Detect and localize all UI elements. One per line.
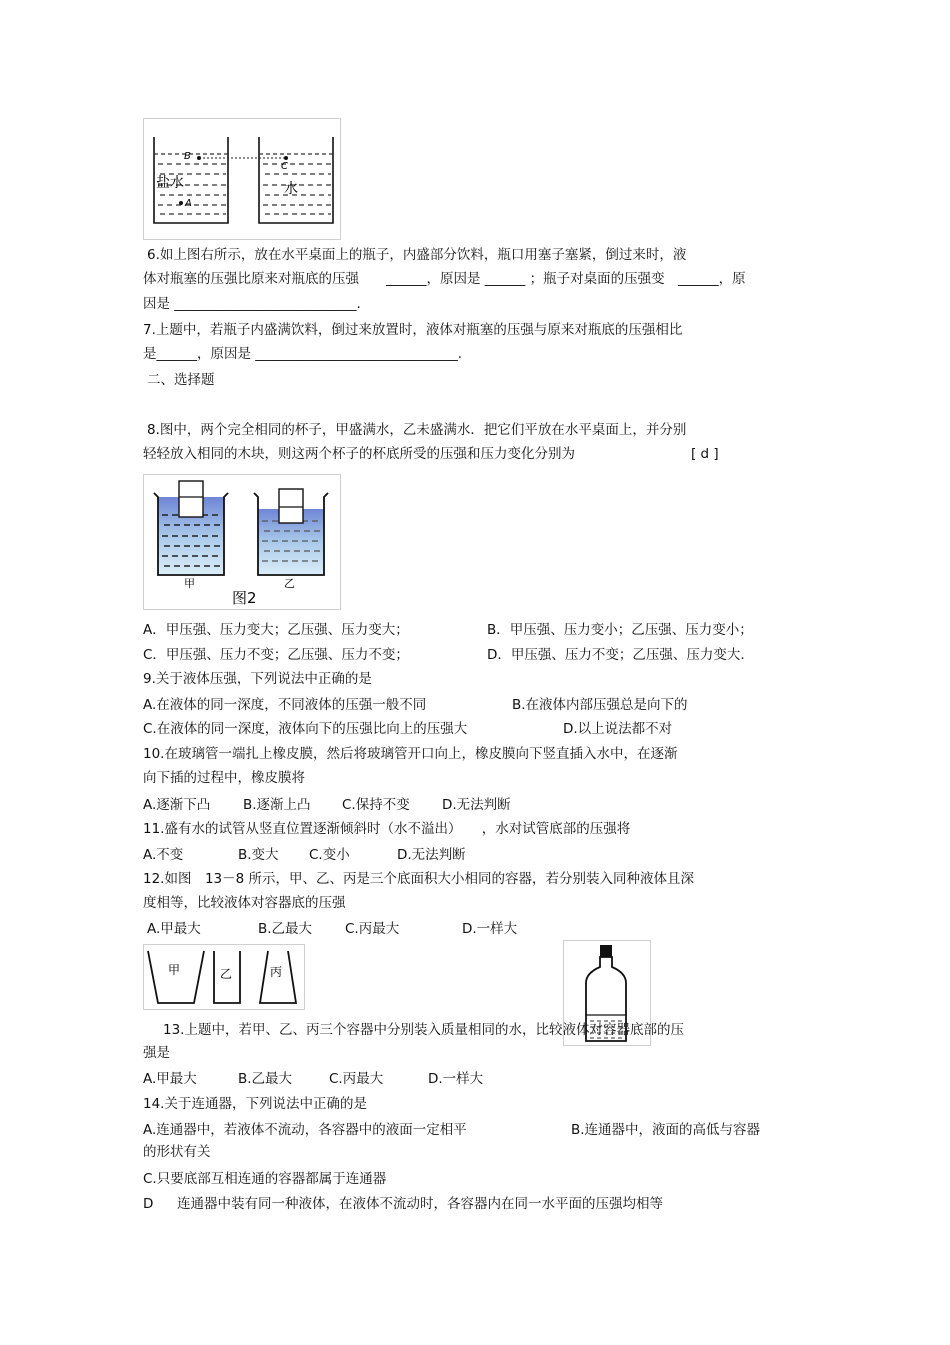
figure-salt-water-containers xyxy=(143,118,341,240)
q11-option-d: D.无法判断 xyxy=(397,847,466,863)
fig3-label-jia: 甲 xyxy=(168,963,181,977)
section-title: 二、选择题 xyxy=(147,372,215,388)
q9-option-a: A.在液体的同一深度，不同液体的压强一般不同 xyxy=(143,697,427,713)
q14-option-b-cont: 的形状有关 xyxy=(143,1144,211,1160)
fig2-label-yi: 乙 xyxy=(284,577,295,590)
q11-stem: 11.盛有水的试管从竖直位置逐渐倾斜时（水不溢出） ，水对试管底部的压强将 xyxy=(143,821,631,837)
fig2-label-jia: 甲 xyxy=(184,577,195,590)
q7-line2: 是______，原因是 ______________________________. xyxy=(143,346,463,362)
q14-stem: 14.关于连通器，下列说法中正确的是 xyxy=(143,1096,367,1112)
q12-line1: 12.如图 13－8 所示，甲、乙、丙是三个底面积大小相同的容器，若分别装入同种液体且深 xyxy=(143,871,695,887)
figure-two-cups xyxy=(143,474,341,610)
q14-option-d: 连通器中装有同一种液体，在液体不流动时，各容器内在同一水平面的压强均相等 xyxy=(177,1196,663,1212)
q8-line1: 8.图中，两个完全相同的杯子，甲盛满水，乙未盛满水．把它们平放在水平桌面上，并分别 xyxy=(147,422,687,438)
q10-option-a: A.逐渐下凸 xyxy=(143,797,211,813)
q8-option-c: C．甲压强、压力不变；乙压强、压力不变； xyxy=(143,647,409,663)
q12-option-d: D.一样大 xyxy=(462,921,518,937)
q13-option-d: D.一样大 xyxy=(428,1071,484,1087)
q14-option-a: A.连通器中，若液体不流动，各容器中的液面一定相平 xyxy=(143,1122,467,1138)
q10-option-c: C.保持不变 xyxy=(342,797,410,813)
q12-line2: 度相等，比较液体对容器底的压强 xyxy=(143,895,346,911)
q14-option-d-letter: D xyxy=(143,1196,154,1212)
q10-line1: 10.在玻璃管一端扎上橡皮膜，然后将玻璃管开口向上，橡皮膜向下竖直插入水中，在逐渐 xyxy=(143,746,678,762)
q6-line1: 6.如上图右所示，放在水平桌面上的瓶子，内盛部分饮料，瓶口用塞子塞紧，倒过来时，液 xyxy=(147,247,687,263)
q13-line1: 13.上题中，若甲、乙、丙三个容器中分别装入质量相同的水，比较液体对容器底部的压 xyxy=(163,1022,684,1038)
label-saltwater: 盐水 xyxy=(156,175,184,191)
q11-option-a: A.不变 xyxy=(143,847,184,863)
q12-option-c: C.丙最大 xyxy=(345,921,400,937)
q13-option-c: C.丙最大 xyxy=(329,1071,384,1087)
q9-option-b: B.在液体内部压强总是向下的 xyxy=(512,697,688,713)
q12-option-a: A.甲最大 xyxy=(147,921,201,937)
q13-line2: 强是 xyxy=(143,1045,170,1061)
q14-option-b: B.连通器中，液面的高低与容器 xyxy=(571,1122,761,1138)
q9-option-c: C.在液体的同一深度，液体向下的压强比向上的压强大 xyxy=(143,721,468,737)
q10-option-b: B.逐渐上凸 xyxy=(243,797,311,813)
q8-line2: 轻轻放入相同的木块，则这两个杯子的杯底所受的压强和压力变化分别为 xyxy=(143,446,575,462)
q12-option-b: B.乙最大 xyxy=(258,921,313,937)
q7-line1: 7.上题中，若瓶子内盛满饮料，倒过来放置时，液体对瓶塞的压强与原来对瓶底的压强相比 xyxy=(143,322,683,338)
q8-option-b: B．甲压强、压力变小；乙压强、压力变小； xyxy=(487,622,753,638)
label-b: B xyxy=(184,151,191,162)
q9-option-d: D.以上说法都不对 xyxy=(563,721,673,737)
q10-line2: 向下插的过程中，橡皮膜将 xyxy=(143,770,305,786)
label-water: 水 xyxy=(284,181,298,197)
label-a: A xyxy=(185,198,192,209)
figure-three-containers xyxy=(143,944,305,1010)
q14-option-c: C.只要底部互相连通的容器都属于连通器 xyxy=(143,1171,387,1187)
q6-line2: 体对瓶塞的压强比原来对瓶底的压强 ______，原因是 ______ ；瓶子对桌面的压强变 ______，原 xyxy=(143,271,746,287)
q9-stem: 9.关于液体压强，下列说法中正确的是 xyxy=(143,671,372,687)
fig2-caption: 图2 xyxy=(232,589,257,607)
q8-option-d: D．甲压强、压力不变；乙压强、压力变大. xyxy=(487,647,745,663)
q11-option-c: C.变小 xyxy=(309,847,350,863)
q8-answer: [ d ] xyxy=(691,446,719,462)
fig3-label-bing: 丙 xyxy=(270,965,283,979)
q6-line3: 因是 ___________________________. xyxy=(143,296,361,312)
q8-option-a: A．甲压强、压力变大；乙压强、压力变大； xyxy=(143,622,409,638)
label-c: C xyxy=(281,161,288,172)
q11-option-b: B.变大 xyxy=(238,847,279,863)
q13-option-a: A.甲最大 xyxy=(143,1071,197,1087)
q10-option-d: D.无法判断 xyxy=(442,797,511,813)
fig3-label-yi: 乙 xyxy=(220,967,233,981)
q13-option-b: B.乙最大 xyxy=(238,1071,293,1087)
